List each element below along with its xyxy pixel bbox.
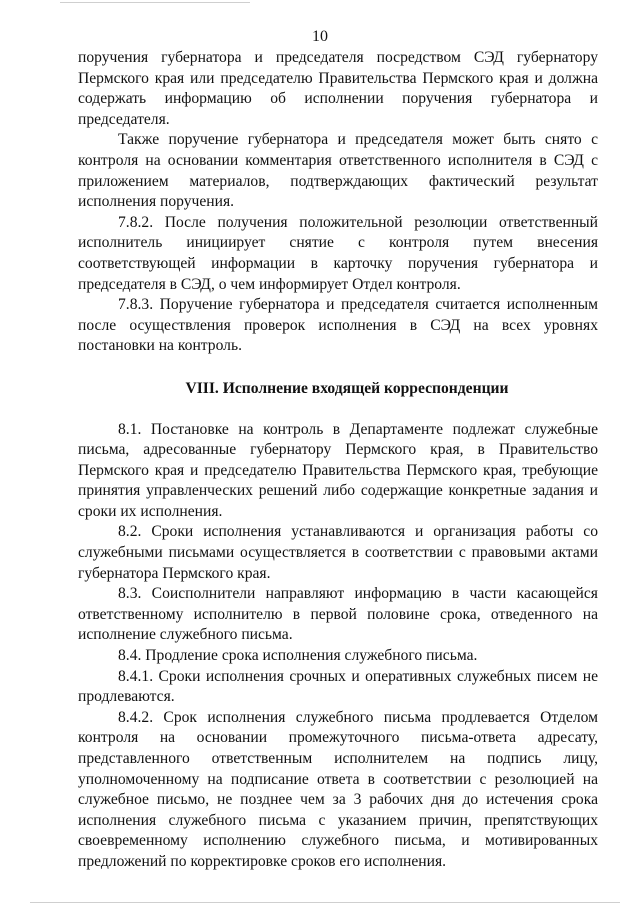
paragraph-8-4-2: 8.4.2. Срок исполнения служебного письма продлевается Отделом контроля на основании промежуточного письма-ответа адресату, представленного ответственным исполнителем на подпись лицу, уполномоченному на подписание ответа в соответствии с резолюцией на служебное письмо, не позднее чем за 3 рабочих дня до истечения срока исполнения служебного письма с указанием причин, препятствующих своевременному исполнению служебного письма, и мотивированных предложений по корректировке сроков его исполнения. xyxy=(78,708,598,870)
spacer xyxy=(78,400,598,420)
document-body xyxy=(78,48,598,873)
paragraph-8-4-1: 8.4.1. Сроки исполнения срочных и оперативных служебных писем не продлеваются. xyxy=(78,667,598,706)
paragraph-8-1: 8.1. Постановке на контроль в Департаменте подлежат служебные письма, адресованные губернатору Пермского края, в Правительство Пермского края и председателю Правительства Пермского края, требующие принятия управленческих решений либо содержащие конкретные задания и сроки их исполнения. xyxy=(78,420,598,520)
paragraph-7-8-2: 7.8.2. После получения положительной резолюции ответственный исполнитель инициирует снятие с контроля путем внесения соответствующей информации в карточку поручения губернатора и председателя в СЭД, о чем информирует Отдел контроля. xyxy=(78,213,598,293)
scan-edge-top xyxy=(60,2,250,3)
section-heading: VIII. Исполнение входящей корреспонденции xyxy=(185,379,509,397)
paragraph-8-4: 8.4. Продление срока исполнения служебного письма. xyxy=(118,647,478,665)
spacer xyxy=(78,357,598,379)
paragraph-continuation: поручения губернатора и председателя посредством СЭД губернатору Пермского края или председателю Правительства Пермского края и должна содержать информацию об исполнении поручения губернатора и председателя. xyxy=(78,49,598,128)
scan-edge-bottom xyxy=(30,902,620,903)
paragraph-8-3: 8.3. Соисполнители направляют информацию в части касающейся ответственному исполнителю в первой половине срока, отведенного на исполнение служебного письма. xyxy=(78,585,598,644)
page-number: 10 xyxy=(312,28,328,45)
paragraph-8-2: 8.2. Сроки исполнения устанавливаются и организация работы со служебными письмами осуществляется в соответствии с правовыми актами губернатора Пермского края. xyxy=(78,523,598,582)
paragraph-7-8-3: 7.8.3. Поручение губернатора и председателя считается исполненным после осуществления проверок исполнения в СЭД на всех уровнях постановки на контроль. xyxy=(78,296,598,355)
paragraph-removal-from-control: Также поручение губернатора и председателя может быть снято с контроля на основании комментария ответственного исполнителя в СЭД с приложением материалов, подтверждающих фактический результат исполнения поручения. xyxy=(78,131,598,211)
